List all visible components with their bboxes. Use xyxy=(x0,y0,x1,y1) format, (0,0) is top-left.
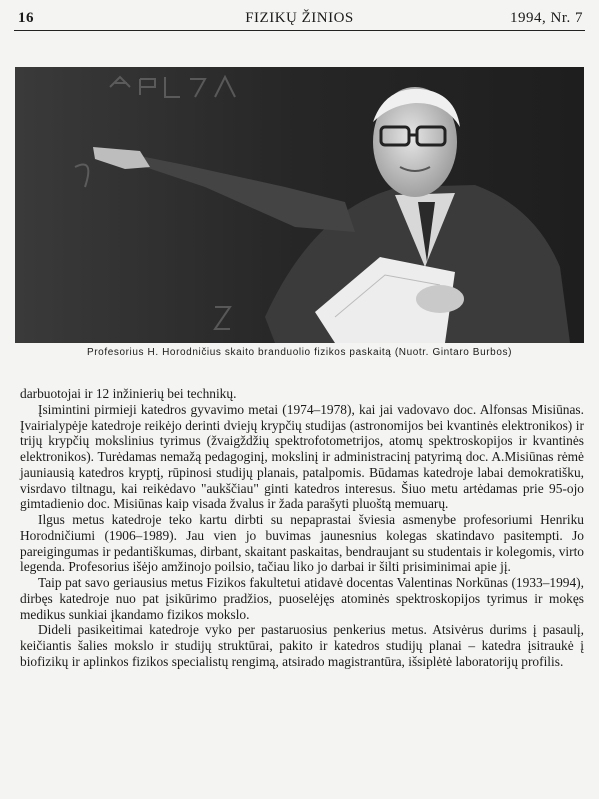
paragraph: Taip pat savo geriausius metus Fizikos fakultetui atidavė docentas Valentinas Norkūnas (1933–1994), dirbęs katedroje nuo pat įsikūrimo pradžios, puoselėjęs atominės spektroskopijos tyrimus ir mokęs medikus sunkiai įkandamo fizikos mokslo. xyxy=(20,575,584,622)
page-number: 16 xyxy=(18,10,34,26)
article-body xyxy=(20,386,584,670)
paragraph: Dideli pasikeitimai katedroje vyko per pastaruosius penkerius metus. Atsivėrus durims į pasaulį, keičiantis šalies mokslo ir studijų struktūrai, pakito ir katedros studijų planai – katedra įsitraukė į biofizikų ir aplinkos fizikos specialistų rengimą, atsirado magistrantūra, išsiplėtė laboratorijų profilis. xyxy=(20,622,584,669)
photo-caption: Profesorius H. Horodničius skaito branduolio fizikos paskaitą (Nuotr. Gintaro Burbos) xyxy=(86,347,513,358)
journal-title: FIZIKŲ ŽINIOS xyxy=(245,10,354,26)
professor-lecturing-photo xyxy=(15,67,584,343)
running-header xyxy=(14,8,585,31)
paragraph: darbuotojai ir 12 inžinierių bei technikų. xyxy=(20,386,237,401)
issue-number: 1994, Nr. 7 xyxy=(510,10,583,26)
paragraph: Ilgus metus katedroje teko kartu dirbti su nepaprastai šviesia asmenybe profesoriumi Henriku Horodničiumi (1906–1989). Jau vien jo buvimas jaunesnius kolegas skatindavo pasitempti. Jo pareigingumas ir pedantiškumas, dirbant, skaitant paskaitas, bendraujant su studentais ir kolegomis, virto legenda. Profesorius išėjo amžinojo poilsio, tačiau liko jo darbai ir šilti prisiminimai apie jį. xyxy=(20,512,584,575)
paragraph: Įsimintini pirmieji katedros gyvavimo metai (1974–1978), kai jai vadovavo doc. Alfonsas Misiūnas. Įvairialypėje katedroje reikėjo derinti dviejų krypčių studijas (astronomijos bei kvantinės elektronikos) ir trijų krypčių mokslinius tyrimus (žvaigždžių spektrofotometrijos, atomų spektroskopijos ir kvantinės elektronikos). Turėdamas nemažą pedagoginį, mokslinį ir administracinį patyrimą doc. A.Misiūnas rėmė jauniausią katedros kryptį, rūpinosi studijų planais, patalpomis. Būdamas katedroje labai demokratišku, visrdavo tiltnagu, kai reikėdavo "aukščiau" ginti katedros interesus. Šiuo metu artėdamas prie 95-ojo gimtadienio doc. Misiūnas kaip visada žvalus ir žada parašyti pluoštą memuarų. xyxy=(20,401,584,512)
